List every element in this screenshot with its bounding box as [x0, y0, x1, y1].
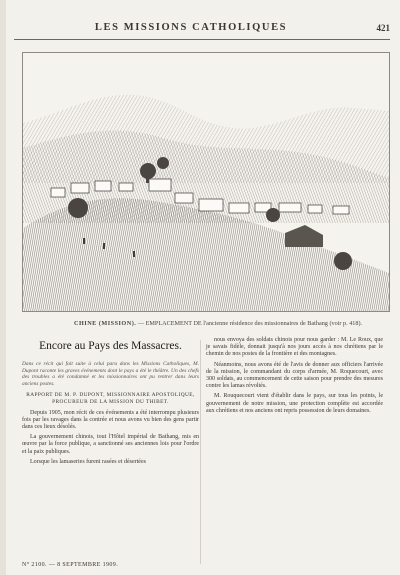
journal-title: LES MISSIONS CATHOLIQUES — [94, 22, 288, 33]
paragraph: La gouvernement chinois, tout l'Hôtel impérial de Bathang, mis en œuvre par la force publique, a sanctionné ses anciennes lois pour l'ordre et la paix publiques. — [22, 434, 199, 455]
paragraph: Depuis 1905, mon récit de ces événements a été interrompu plusieurs fois par les ravages dans la contrée et nous avons vu bien des gens partir dans ces lieux désolés. — [22, 409, 199, 430]
paragraph: nous envoya des soldats chinois pour nous garder : M. Le Roux, que je savais fidèle, donnait jusqu'à nos jours accès à nos chrétiens par le chemin de nos postes de la frontière et des montagnes. — [206, 337, 383, 358]
right-column — [206, 337, 383, 418]
left-column — [22, 337, 199, 469]
column-divider — [200, 340, 201, 564]
header-rule — [14, 39, 390, 40]
engraving-illustration — [23, 53, 389, 311]
page-number: 421 — [376, 23, 390, 33]
issue-footer: N° 2100. — 8 SEPTEMBRE 1909. — [22, 562, 119, 568]
landscape-engraving — [22, 52, 390, 312]
page-header — [14, 22, 390, 38]
page-edge — [0, 0, 6, 575]
paragraph: Lorsque les lamaseries furent rasées et désertées — [30, 458, 146, 465]
article-title: Encore au Pays des Massacres. — [39, 340, 182, 352]
article-intro: Dans ce récit qui fait suite à celui paru dans les Missions Catholiques, M. Dupont raconte les graves événements dont le pays a été le théâtre. Un des chefs des troubles a été condamné et les missionnaires ont pu rentrer dans leurs anciens postes. — [22, 361, 199, 387]
paragraph: Néanmoins, nous avons été de l'avis de donner aux officiers l'arrivée de la mission, le commandant du corps d'armée, M. Roquecourt, avec 300 soldats, au commencement de cette saison pour prendre des mesures contre les lamas révoltés. — [206, 361, 383, 390]
article-subhead: RAPPORT DE M. P. DUPONT, MISSIONNAIRE APOSTOLIQUE, PROCUREUR DE LA MISSION DU THIBET. — [26, 392, 195, 405]
paragraph: M. Rouquecourt vient d'établir dans le pays, sur tous les points, le gouvernement de notre mission, une protection complète est accordée aux chrétiens et nos anciens ont repris possession de leurs domaines. — [206, 393, 383, 414]
caption-text: — EMPLACEMENT DE l'ancienne résidence des missionnaires de Bathang (voir p. 418). — [136, 320, 363, 327]
caption-lead: CHINE (MISSION). — [74, 320, 137, 327]
figure-caption — [74, 320, 363, 327]
